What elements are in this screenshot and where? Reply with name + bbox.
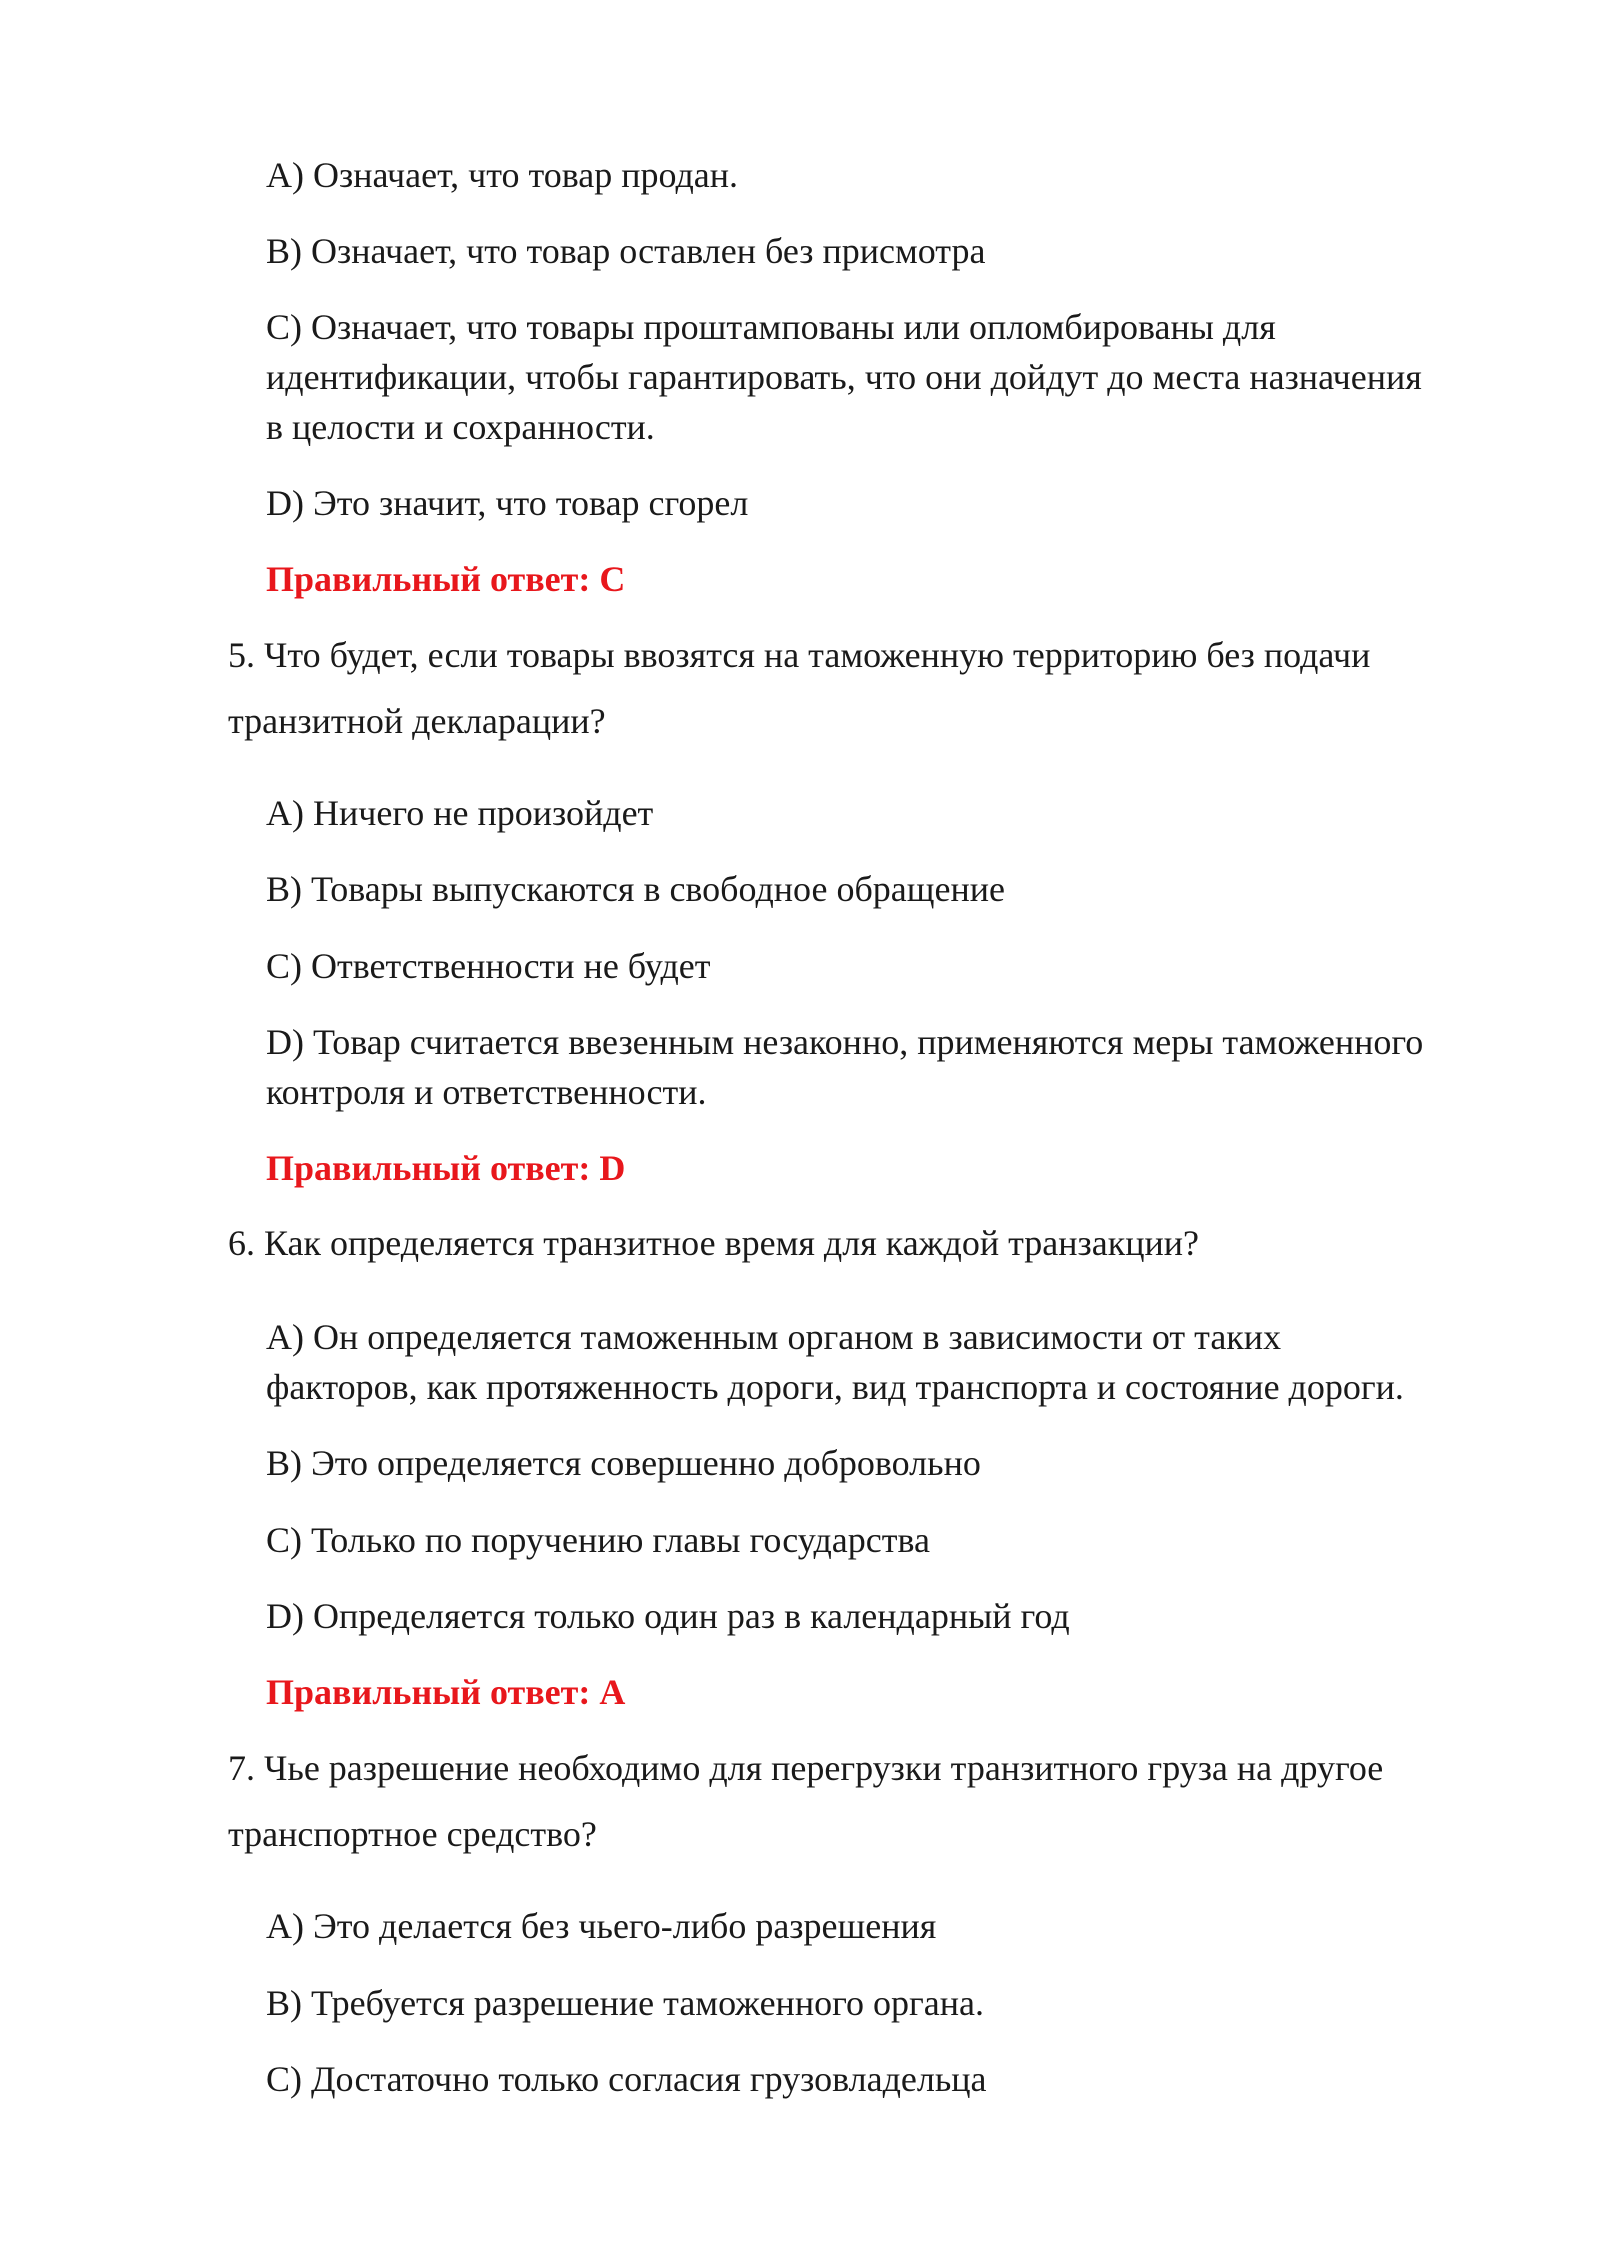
q7-option-a <box>266 1901 936 1951</box>
question-line: транзитной декларации? <box>228 701 606 741</box>
q7-option-b <box>266 1978 984 2028</box>
q5-option-b <box>266 864 1005 914</box>
q6-correct-answer: Правильный ответ: A <box>266 1672 626 1712</box>
option-line: D) Определяется только один раз в календарный год <box>266 1596 1070 1636</box>
q7-option-c <box>266 2054 987 2104</box>
q6-option-d <box>266 1591 1070 1641</box>
q5-option-d <box>266 1017 1423 1117</box>
option-line: A) Это делается без чьего-либо разрешения <box>266 1906 937 1946</box>
question-line: транспортное средство? <box>228 1814 597 1854</box>
q6-option-a <box>266 1312 1404 1412</box>
q4-option-c <box>266 302 1422 452</box>
option-line: A) Означает, что товар продан. <box>266 155 739 195</box>
q5-option-a <box>266 788 653 838</box>
q6-option-b <box>266 1438 981 1488</box>
option-line: A) Он определяется таможенным органом в зависимости от таких <box>266 1317 1282 1357</box>
q6-question <box>228 1210 1199 1276</box>
option-line: D) Товар считается ввезенным незаконно, применяются меры таможенного <box>266 1022 1424 1062</box>
option-line: B) Это определяется совершенно добровольно <box>266 1443 981 1483</box>
q4-option-a <box>266 150 738 200</box>
option-line: C) Ответственности не будет <box>266 946 711 986</box>
q6-option-c <box>266 1515 930 1565</box>
q5-option-c <box>266 941 711 991</box>
option-line: B) Требуется разрешение таможенного органа. <box>266 1983 984 2023</box>
question-line: 5. Что будет, если товары ввозятся на таможенную территорию без подачи <box>228 635 1371 675</box>
option-line: в целости и сохранности. <box>266 407 655 447</box>
q4-option-d <box>266 478 748 528</box>
q7-question <box>228 1735 1383 1867</box>
q5-correct-answer: Правильный ответ: D <box>266 1148 626 1188</box>
option-line: факторов, как протяженность дороги, вид транспорта и состояние дороги. <box>266 1367 1404 1407</box>
option-line: C) Только по поручению главы государства <box>266 1520 930 1560</box>
option-line: идентификации, чтобы гарантировать, что они дойдут до места назначения <box>266 357 1422 397</box>
q4-correct-answer: Правильный ответ: C <box>266 559 626 599</box>
question-line: 6. Как определяется транзитное время для каждой транзакции? <box>228 1223 1200 1263</box>
option-line: A) Ничего не произойдет <box>266 793 654 833</box>
question-line: 7. Чье разрешение необходимо для перегрузки транзитного груза на другое <box>228 1748 1384 1788</box>
option-line: D) Это значит, что товар сгорел <box>266 483 749 523</box>
option-line: B) Означает, что товар оставлен без присмотра <box>266 231 986 271</box>
q5-question <box>228 622 1370 754</box>
q4-option-b <box>266 226 985 276</box>
option-line: C) Достаточно только согласия грузовладельца <box>266 2059 987 2099</box>
option-line: C) Означает, что товары проштампованы или опломбированы для <box>266 307 1276 347</box>
option-line: контроля и ответственности. <box>266 1072 707 1112</box>
option-line: B) Товары выпускаются в свободное обращение <box>266 869 1005 909</box>
